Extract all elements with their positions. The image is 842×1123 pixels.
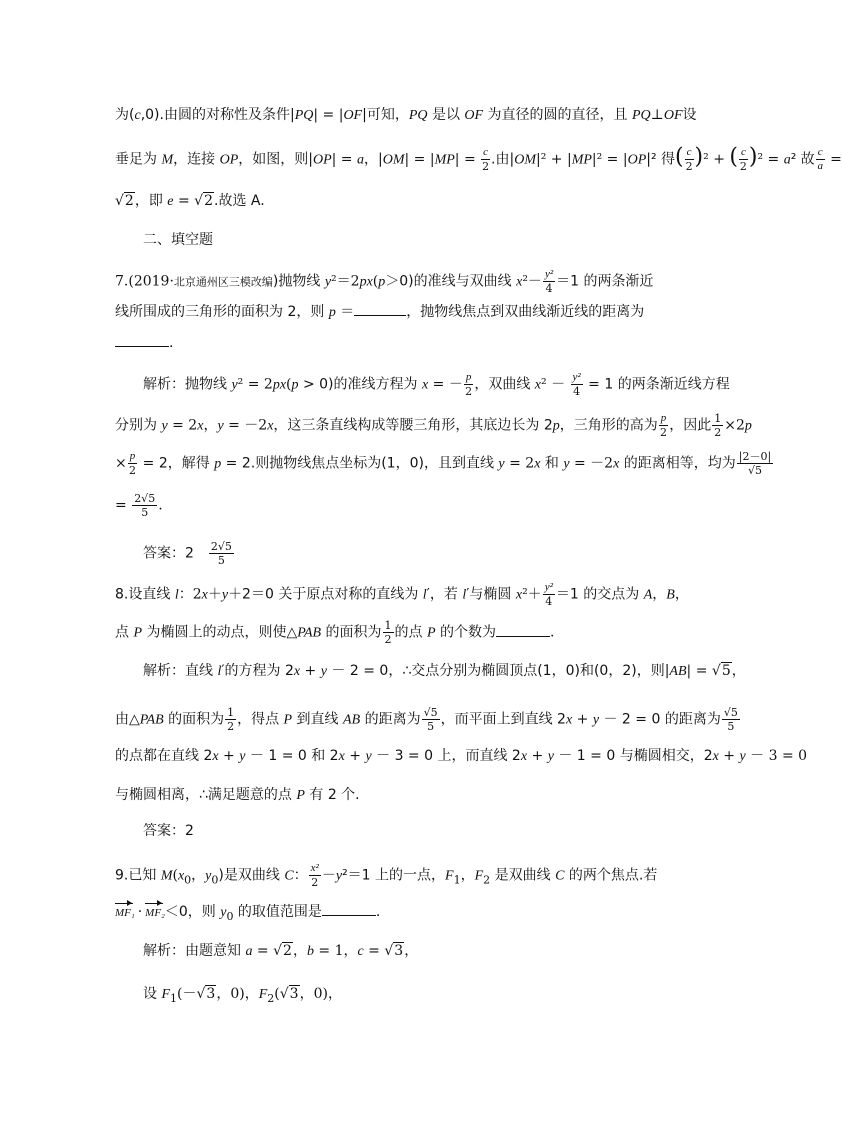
solution-7-line-1: 解析：抛物线 y² = 2px(p > 0)的准线方程为 x = － $\frac{p}{2}$ ，双曲线 x² － $\frac{\text{y²}}{4}$ = 1 的两条渐近线方程 <box>143 371 730 398</box>
fraction-y2-over-4: $\frac{\text{y²}}{4}$ <box>544 581 553 608</box>
fraction-x2-over-2: $\frac{\text{x²}}{2}$ <box>310 862 319 889</box>
fraction-c-over-a: $\frac{c}{a}$ <box>817 146 823 172</box>
solution-7-line-2: 分别为 y = 2x，y = －2x，这三条直线构成等腰三角形，其底边长为 2p，三角形的高为 $\frac{p}{2}$ ，因此 $\frac{1}{2}$ ×2p <box>115 412 752 439</box>
answer-blank <box>496 624 550 637</box>
question-7-line-2: 线所围成的三角形的面积为 2，则 p ＝ ，抛物线焦点到双曲线渐近线的距离为 <box>115 304 645 320</box>
fraction-sqrt5-over-5: $\frac{√5}{5}$ <box>423 706 438 733</box>
fraction-1-over-2: $\frac{1}{2}$ <box>227 706 235 733</box>
fraction-1-over-2: $\frac{1}{2}$ <box>384 619 392 646</box>
fraction-distance: $\frac{|2-0|}{√5}$ <box>738 450 772 477</box>
solution-line-2: 垂足为 M，连接 OP，如图，则|OP| = a，|OM| = |MP| = $\frac{c}{2}$ .由|OM|² + |MP|² = |OP|² 得( $\frac{c}{2}$ )² + ( $\frac{c}{2}$ )² = a² 故 $\frac{c}{a}$ = <box>115 144 842 173</box>
fraction-y2-over-4: $\frac{\text{y²}}{4}$ <box>572 371 581 398</box>
fraction-1-over-2: $\frac{1}{2}$ <box>714 412 722 439</box>
fraction-c-over-2: $\frac{c}{2}$ <box>482 146 490 173</box>
fraction-c-over-2: $\frac{c}{2}$ <box>685 146 693 173</box>
vector-mf1: MF₁ <box>115 907 135 919</box>
answer-blank <box>354 303 406 316</box>
question-8-line-2: 点 P 为椭圆上的动点，则使△PAB 的面积为 $\frac{1}{2}$ 的点 P 的个数为 . <box>115 619 555 646</box>
solution-8-line-3: 的点都在直线 2x + y － 1 = 0 和 2x + y － 3 = 0 上，而直线 2x + y － 1 = 0 与椭圆相交，2x + y － 3 = 0 <box>115 748 808 764</box>
solution-8-line-2: 由△PAB 的面积为 $\frac{1}{2}$ ，得点 P 到直线 AB 的距离为 $\frac{√5}{5}$ ，而平面上到直线 2x + y － 2 = 0 的距离为 $\frac{√5}{5}$ <box>115 706 738 733</box>
solution-9-line-2: 设 $F_1(-√3$，0)，$F_2(√3$，0)， <box>143 986 342 1005</box>
question-7-line-3: . <box>115 334 173 350</box>
solution-9-line-1: 解析：由题意知 a = √2，b = 1，c = √3， <box>143 943 419 959</box>
fraction-p-over-2: $\frac{p}{2}$ <box>128 450 136 477</box>
fraction-p-over-2: $\frac{p}{2}$ <box>465 371 473 398</box>
solution-line-1: 为(c,0).由圆的对称性及条件|PQ| = |OF|可知，PQ 是以 OF 为直径的圆的直径，且 PQ⊥OF设 <box>115 107 697 123</box>
vector-mf2: MF₂ <box>145 907 165 919</box>
solution-8-line-4: 与椭圆相离，∴满足题意的点 P 有 2 个. <box>115 787 360 803</box>
solution-line-3: √2，即 e = √2.故选 A. <box>115 193 265 209</box>
question-8-line-1: 8.设直线 l：2x＋y＋2＝0 关于原点对称的直线为 l′，若 l′与椭圆 x²＋ $\frac{\text{y²}}{4}$ ＝1 的交点为 A，B， <box>115 581 689 608</box>
answer-7: 答案：2 $\frac{2√5}{5}$ <box>143 540 232 567</box>
question-7-line-1: 7.(2019·北京通州区三模改编)抛物线 y²＝2px(p＞0)的准线与双曲线 x²－ $\frac{\text{y²}}{4}$ ＝1 的两条渐近 <box>115 268 654 295</box>
question-9-line-2: MF₁ · MF₂＜0，则 $y_0$ 的取值范围是 . <box>115 904 381 923</box>
answer-blank <box>322 903 376 916</box>
fraction-y2-over-4: $\frac{\text{y²}}{4}$ <box>544 268 554 295</box>
fraction-sqrt5-over-5: $\frac{√5}{5}$ <box>723 706 738 733</box>
fraction-2sqrt5-over-5: $\frac{2√5}{5}$ <box>210 540 232 567</box>
solution-8-line-1: 解析：直线 l′的方程为 2x + y － 2 = 0，∴交点分别为椭圆顶点(1，0)和(0，2)，则|AB| = √5， <box>143 663 746 679</box>
section-heading: 二、填空题 <box>143 232 213 248</box>
solution-7-line-4: = $\frac{2√5}{5}$ . <box>115 492 163 519</box>
fraction-2sqrt5-over-5: $\frac{2√5}{5}$ <box>134 492 156 519</box>
solution-7-line-3: × $\frac{p}{2}$ = 2，解得 p = 2.则抛物线焦点坐标为(1，0)，且到直线 y = 2x 和 y = －2x 的距离相等，均为 $\frac{|2-0|}{√5}$ <box>115 450 772 477</box>
answer-blank <box>115 334 169 347</box>
fraction-p-over-2: $\frac{p}{2}$ <box>660 412 668 439</box>
answer-8: 答案：2 <box>143 823 194 839</box>
fraction-c-over-2: $\frac{c}{2}$ <box>739 146 747 173</box>
question-9-line-1: 9.已知 $M(x_0$，$y_0$)是双曲线 C： $\frac{\text{x²}}{2}$ －y²＝1 上的一点，$F_1$，$F_2$ 是双曲线 C 的两个焦点.若 <box>115 862 658 889</box>
